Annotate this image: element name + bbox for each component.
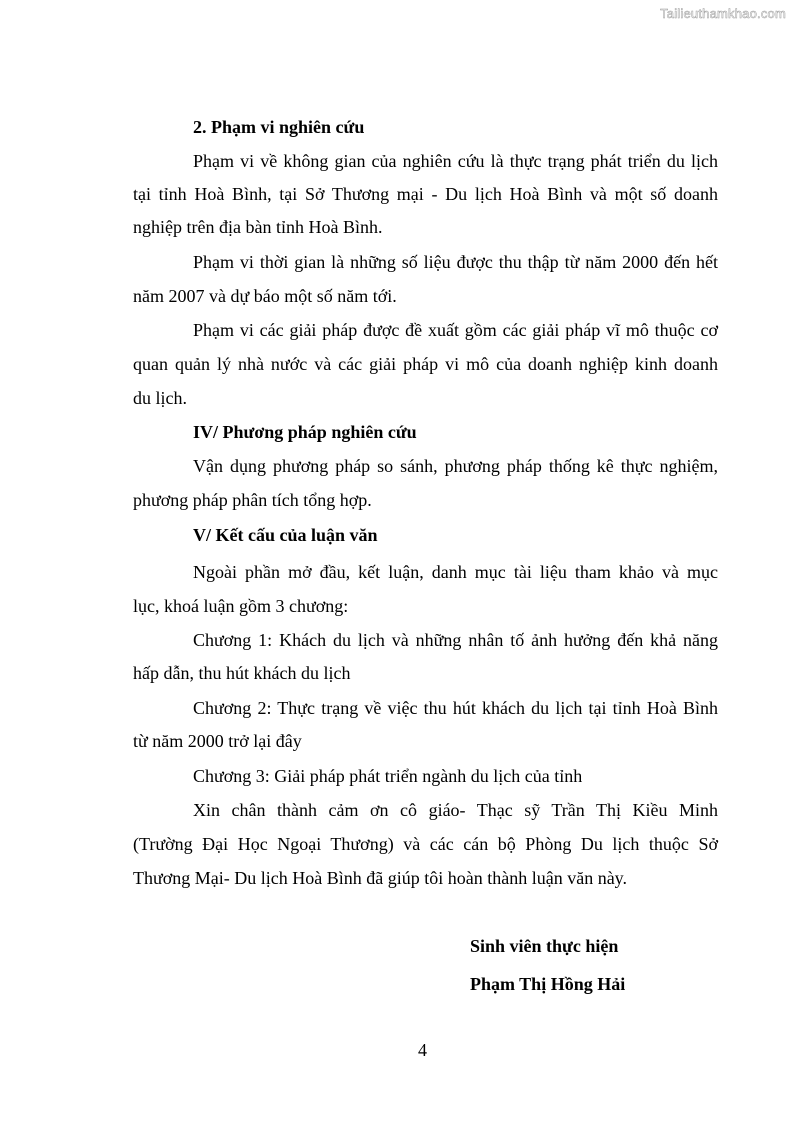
paragraph-line: quan quản lý nhà nước và các giải pháp vi mô của doanh nghiệp kinh doanh — [133, 354, 718, 374]
thanks-line: Thương Mại- Du lịch Hoà Bình đã giúp tôi hoàn thành luận văn này. — [133, 868, 628, 888]
section-heading-method: IV/ Phương pháp nghiên cứu — [193, 422, 417, 442]
chapter-3-line: Chương 3: Giải pháp phát triển ngành du lịch của tỉnh — [193, 766, 583, 786]
paragraph-line: năm 2007 và dự báo một số năm tới. — [133, 286, 397, 306]
section-heading-scope: 2. Phạm vi nghiên cứu — [193, 117, 365, 137]
paragraph-line: lục, khoá luận gồm 3 chương: — [133, 596, 349, 616]
chapter-1-line: Chương 1: Khách du lịch và những nhân tố ảnh hưởng đến khả năng — [193, 630, 718, 650]
paragraph-line: Ngoài phần mở đầu, kết luận, danh mục tài liệu tham khảo và mục — [193, 562, 718, 582]
paragraph-line: phương pháp phân tích tổng hợp. — [133, 490, 372, 510]
paragraph-line: nghiệp trên địa bàn tỉnh Hoà Bình. — [133, 217, 383, 237]
thanks-line: (Trường Đại Học Ngoại Thương) và các cán bộ Phòng Du lịch thuộc Sở — [133, 834, 718, 854]
paragraph-line: du lịch. — [133, 388, 187, 408]
section-heading-structure: V/ Kết cấu của luận văn — [193, 525, 378, 545]
thanks-line: Xin chân thành cảm ơn cô giáo- Thạc sỹ Trần Thị Kiều Minh — [193, 800, 718, 820]
paragraph-line: Phạm vi các giải pháp được đề xuất gồm các giải pháp vĩ mô thuộc cơ — [193, 320, 718, 340]
chapter-2-line: Chương 2: Thực trạng về việc thu hút khách du lịch tại tỉnh Hoà Bình — [193, 698, 718, 718]
chapter-1-line: hấp dẫn, thu hút khách du lịch — [133, 663, 351, 683]
chapter-2-line: từ năm 2000 trở lại đây — [133, 731, 302, 751]
paragraph-line: Phạm vi thời gian là những số liệu được thu thập từ năm 2000 đến hết — [193, 252, 718, 272]
watermark: Tailieuthamkhao.com — [660, 6, 786, 21]
paragraph-line: tại tỉnh Hoà Bình, tại Sở Thương mại - Du lịch Hoà Bình và một số doanh — [133, 184, 718, 204]
paragraph-line: Phạm vi về không gian của nghiên cứu là thực trạng phát triển du lịch — [193, 151, 718, 171]
signature-role: Sinh viên thực hiện — [470, 936, 619, 956]
paragraph-line: Vận dụng phương pháp so sánh, phương pháp thống kê thực nghiệm, — [193, 456, 718, 476]
page-number: 4 — [418, 1040, 427, 1060]
signature-name: Phạm Thị Hồng Hải — [470, 974, 626, 994]
